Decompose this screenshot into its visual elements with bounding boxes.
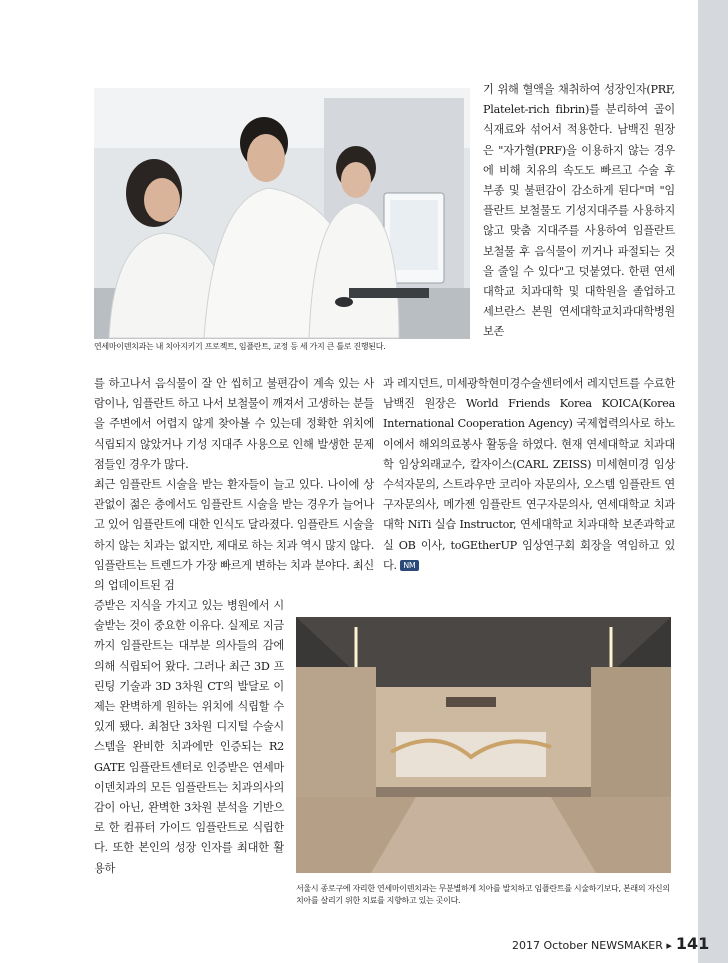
photo2-caption: 서울시 종로구에 자리한 연세마이덴치과는 무분별하게 치아를 발치하고 임플란트를 시술하기보다, 본래의 자신의 치아를 살리기 위한 치료를 지향하고 있는 곳이다. — [296, 884, 670, 905]
article-column-left-bottom — [94, 596, 284, 879]
paragraph: 증받은 지식을 가지고 있는 병원에서 시술받는 것이 중요한 이유다. 실제로 지금까지 임플란트는 대부분 의사들의 감에 의해 식립되어 왔다. 그러나 최근 3D 프린팅 기술과 3D 3차원 CT의 발달로 이제는 완벽하게 원하는 위치에 식립할 수 있게 됐다. 최첨단 3차원 디지털 수술시스템을 완비한 치과에만 인증되는 R2 GATE 임플란트센터로 인증받은 연세마이덴치과의 모든 임플란트는 치과의사의 감이 아닌, 완벽한 3차원 분석을 기반으로 한 컴퓨터 가이드 임플란트로 식립한다. 또한 본인의 성장 인자를 최대한 활용하 — [94, 599, 284, 875]
paragraph-text: 과 레지던트, 미세광학현미경수술센터에서 레지던트를 수료한 남백진 원장은 World Friends Korea KOICA(Korea International Cooperation Agency) 국제협력의사로 하노이에서 해외의료봉사 활동을 하였다. 현재 연세대학교 치과대학 임상외래교수, 칼자이스(CARL ZEISS) 미세현미경 임상수석자문의, 스트라우만 코리아 자문의사, 오스템 임플란트 연구자문의사, 메가젠 임플란트 연구자문의사, 연세대학교 치과대학 NiTi 실습 Instructor, 연세대학교 치과대학 보존과학교실 OB 이사, toGEtherUP 임상연구회 회장을 역임하고 있다. — [383, 377, 675, 572]
clinic-lobby-photo — [296, 617, 671, 873]
paragraph: 를 하고나서 음식물이 잘 안 씹히고 불편감이 계속 있는 사람이나, 임플란트 하고 나서 보철물이 깨져서 고생하는 분들을 주변에서 어렵지 않게 찾아볼 수 있는데 정확한 위치에 식립되지 않았거나 기성 지대주 사용으로 인해 발생한 문제점들인 경우가 많다. — [94, 377, 374, 471]
article-column-right — [383, 374, 675, 576]
page-folio: 2017 October NEWSMAKER ▸ 141 — [512, 934, 710, 953]
photo1-caption: 연세마이덴치과는 내 치아지키기 프로젝트, 임플란트, 교정 등 세 가지 큰 틀로 진행된다. — [94, 342, 386, 351]
newsmaker-end-badge: NM — [400, 560, 418, 571]
dentists-consultation-photo — [94, 88, 470, 339]
page-number: 141 — [675, 934, 710, 953]
paragraph: 기 위해 혈액을 채취하여 성장인자(PRF, Platelet-rich fibrin)를 분리하여 골이식재료와 섞어서 적용한다. 남백진 원장은 "자가혈(PRF)을 이용하지 않는 경우에 비해 치유의 속도도 빠르고 수술 후 부종 및 불편감이 감소하게 된다"며 "임플란트 보철물도 기성지대주를 사용하지 않고 맞춤 지대주를 사용하여 임플란트 보철물 후 음식물이 끼거나 파절되는 것을 줄일 수 있다"고 덧붙였다. 한편 연세대학교 치과대학 및 대학원을 졸업하고 세브란스 본원 연세대학교치과대학병원 보존 — [483, 83, 675, 339]
folio-label: 2017 October NEWSMAKER — [512, 939, 663, 952]
article-column-right-top — [483, 80, 675, 343]
page-edge-tab — [698, 0, 728, 963]
article-column-left — [94, 374, 374, 596]
paragraph — [383, 374, 675, 576]
paragraph: 최근 임플란트 시술을 받는 환자들이 늘고 있다. 나이에 상관없이 젊은 층에서도 임플란트 시술을 받는 경우가 늘어나고 있어 임플란트에 대한 인식도 달라졌다. 임플란트 시술을 하지 않는 치과는 없지만, 제대로 하는 치과 역시 많지 않다. 임플란트는 트렌드가 가장 빠르게 변하는 치과 분야다. 최신의 업데이트된 검 — [94, 478, 374, 593]
